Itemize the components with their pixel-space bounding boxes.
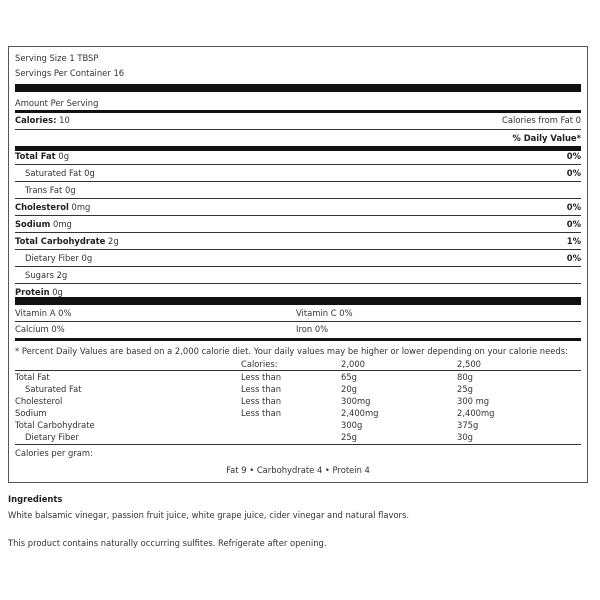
dv-table-header-calories: Calories: (241, 359, 278, 369)
nutrient-dv: 1% (566, 236, 581, 246)
nutrient-dv: 0% (566, 253, 581, 263)
ingredients-text: White balsamic vinegar, passion fruit juice, white grape juice, cider vinegar and natural flavors. (8, 510, 410, 520)
dv-row-label: Total Carbohydrate (15, 420, 95, 430)
dv-row-qualifier: Less than (241, 408, 282, 418)
amount-per-serving: Amount Per Serving (15, 98, 99, 108)
vitamin-a: Vitamin A 0% (15, 308, 72, 318)
dv-row-2000: 20g (341, 384, 357, 394)
divider (15, 370, 581, 371)
medium-divider (15, 338, 581, 341)
storage-note: This product contains naturally occurring sulfites. Refrigerate after opening. (8, 538, 327, 548)
footnote: * Percent Daily Values are based on a 2,000 calorie diet. Your daily values may be higher or lower depending on your calorie needs: (15, 346, 568, 356)
nutrient-cholesterol (15, 202, 90, 213)
divider (15, 444, 581, 445)
nutrient-amount: 0g (64, 185, 76, 195)
dv-table-header-2500: 2,500 (457, 359, 481, 369)
divider (15, 198, 581, 199)
dv-row-qualifier: Less than (241, 396, 282, 406)
serving-size: Serving Size 1 TBSP (15, 53, 99, 63)
dv-row-2000: 300mg (341, 396, 371, 406)
dv-row-2500: 80g (457, 372, 473, 382)
calories-label: Calories: (15, 115, 57, 125)
thick-divider (15, 146, 581, 151)
dv-row-2500: 30g (457, 432, 473, 442)
nutrient-sugars (25, 270, 67, 281)
nutrient-dv: 0% (566, 168, 581, 178)
nutrient-amount: 0g (84, 168, 95, 178)
dv-row-2500: 25g (457, 384, 473, 394)
dv-row-label: Dietary Fiber (25, 432, 79, 442)
medium-divider (15, 110, 581, 113)
dv-row-2000: 25g (341, 432, 357, 442)
ingredients-heading: Ingredients (8, 494, 63, 504)
dv-row-2500: 300 mg (457, 396, 490, 406)
divider (15, 321, 581, 322)
nutrient-name: Saturated Fat (25, 168, 82, 178)
dv-row-label: Saturated Fat (25, 384, 82, 394)
calcium: Calcium 0% (15, 324, 65, 334)
nutrient-dv: 0% (566, 151, 581, 161)
nutrient-amount: 2g (56, 270, 68, 280)
thick-divider (15, 297, 581, 305)
nutrient-amount: 0mg (53, 219, 72, 229)
dv-row-qualifier: Less than (241, 384, 282, 394)
dv-row-2500: 2,400mg (457, 408, 495, 418)
nutrient-dv: 0% (566, 202, 581, 212)
nutrient-name: Sodium (15, 219, 51, 229)
divider (15, 215, 581, 216)
servings-per-container: Servings Per Container 16 (15, 68, 125, 78)
dv-row-qualifier: Less than (241, 372, 282, 382)
vitamin-c: Vitamin C 0% (296, 308, 353, 318)
divider (15, 232, 581, 233)
dv-row-2000: 2,400mg (341, 408, 379, 418)
dv-row-2500: 375g (457, 420, 479, 430)
nutrition-facts-panel (8, 46, 588, 483)
nutrient-saturated-fat (25, 168, 95, 179)
divider (15, 164, 581, 165)
divider (15, 266, 581, 267)
nutrient-total-carbohydrate (15, 236, 119, 247)
divider (15, 249, 581, 250)
daily-value-header: % Daily Value* (512, 133, 581, 143)
nutrient-amount: 0g (58, 151, 70, 161)
nutrient-name: Protein (15, 287, 50, 297)
thick-divider (15, 84, 581, 92)
nutrient-name: Total Carbohydrate (15, 236, 106, 246)
dv-row-label: Cholesterol (15, 396, 63, 406)
nutrient-sodium (15, 219, 72, 230)
dv-row-label: Total Fat (15, 372, 50, 382)
nutrient-name: Dietary Fiber (25, 253, 79, 263)
calories-from-fat: Calories from Fat 0 (502, 115, 581, 125)
dv-row-2000: 65g (341, 372, 357, 382)
calories-row (15, 115, 70, 126)
nutrient-total-fat (15, 151, 69, 162)
divider (15, 129, 581, 130)
nutrient-amount: 0g (81, 253, 93, 263)
nutrient-name: Cholesterol (15, 202, 69, 212)
nutrient-name: Sugars (25, 270, 54, 280)
dv-row-2000: 300g (341, 420, 363, 430)
calories-per-gram-values: Fat 9 • Carbohydrate 4 • Protein 4 (226, 465, 370, 475)
calories-value: 10 (59, 115, 70, 125)
iron: Iron 0% (296, 324, 329, 334)
nutrient-amount: 2g (108, 236, 119, 246)
nutrient-name: Total Fat (15, 151, 56, 161)
divider (15, 181, 581, 182)
divider (15, 283, 581, 284)
nutrient-amount: 0g (52, 287, 63, 297)
calories-per-gram-label: Calories per gram: (15, 448, 93, 458)
nutrient-dv: 0% (566, 219, 581, 229)
nutrient-trans-fat (25, 185, 76, 196)
dv-table-header-2000: 2,000 (341, 359, 365, 369)
nutrient-dietary-fiber (25, 253, 92, 264)
nutrient-amount: 0mg (71, 202, 91, 212)
dv-row-label: Sodium (15, 408, 47, 418)
nutrient-name: Trans Fat (25, 185, 63, 195)
